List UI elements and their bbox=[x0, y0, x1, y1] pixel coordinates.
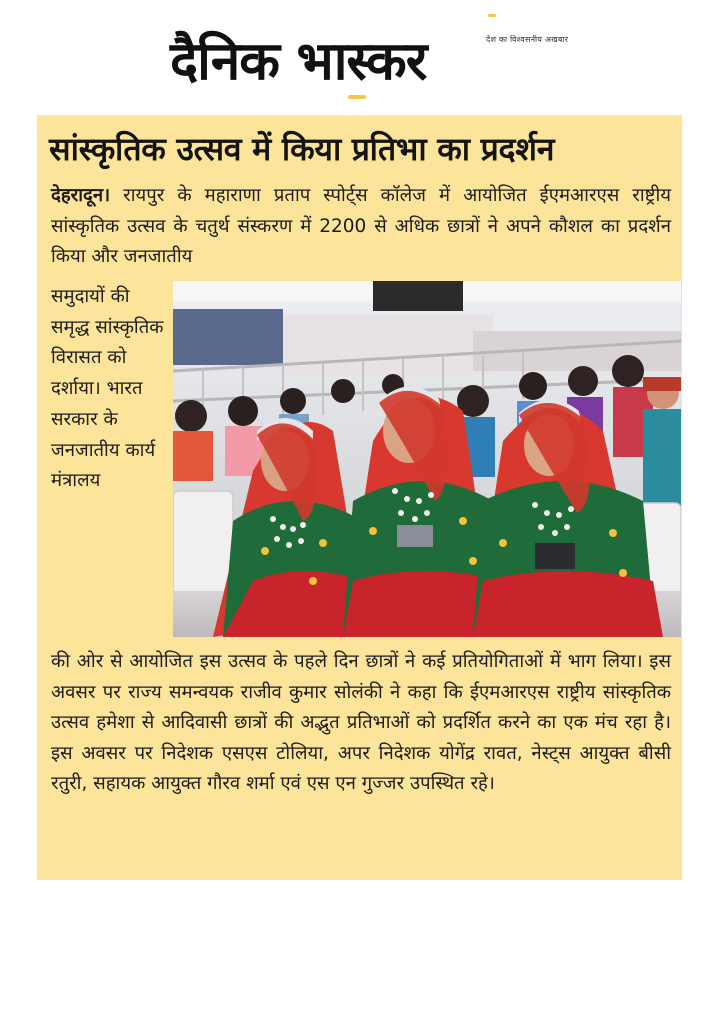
article-side-text: समुदायों की समृद्ध सांस्कृतिक विरासत को दर्शाया। भारत सरकार के जनजातीय कार्य मंत्रालय bbox=[51, 286, 164, 492]
logo-accent bbox=[488, 14, 496, 17]
news-clipping bbox=[37, 115, 682, 880]
masthead bbox=[0, 0, 724, 112]
article-dateline: देहरादून। bbox=[51, 185, 111, 206]
article-intro: रायपुर के महाराणा प्रताप स्पोर्ट्स कॉलेज में आयोजित ईएमआरएस राष्ट्रीय सांस्कृतिक उत्सव के चतुर्थ संस्करण में 2200 से अधिक छात्रों ने अपने कौशल का प्रदर्शन किया और जनजातीय bbox=[51, 185, 671, 267]
masthead-tagline: देश का विश्वसनीय अखबार bbox=[486, 35, 569, 44]
photo-dancers-image bbox=[173, 281, 681, 637]
article-continuation-block bbox=[51, 647, 671, 800]
article-side-column bbox=[51, 282, 173, 497]
article-continuation: की ओर से आयोजित इस उत्सव के पहले दिन छात्रों ने कई प्रतियोगिताओं में भाग लिया। इस अवसर पर राज्य समन्वयक राजीव कुमार सोलंकी ने कहा कि ईएमआरएस राष्ट्रीय सांस्कृतिक उत्सव हमेशा से आदिवासी छात्रों की अद्भुत प्रतिभाओं को प्रदर्शित करने का एक मंच रहा है। इस अवसर पर निदेशक एसएस टोलिया, अपर निदेशक योगेंद्र रावत, नेस्ट्स आयुक्त बीसी रतुरी, सहायक आयुक्त गौरव शर्मा एवं एस एन गुज्जर उपस्थित रहे। bbox=[51, 651, 671, 794]
logo-accent-bottom bbox=[348, 95, 366, 99]
newspaper-logo: दैनिक भास्कर bbox=[170, 31, 427, 92]
article-intro-block bbox=[51, 181, 671, 273]
article-headline: सांस्कृतिक उत्सव में किया प्रतिभा का प्रदर्शन bbox=[49, 130, 555, 168]
